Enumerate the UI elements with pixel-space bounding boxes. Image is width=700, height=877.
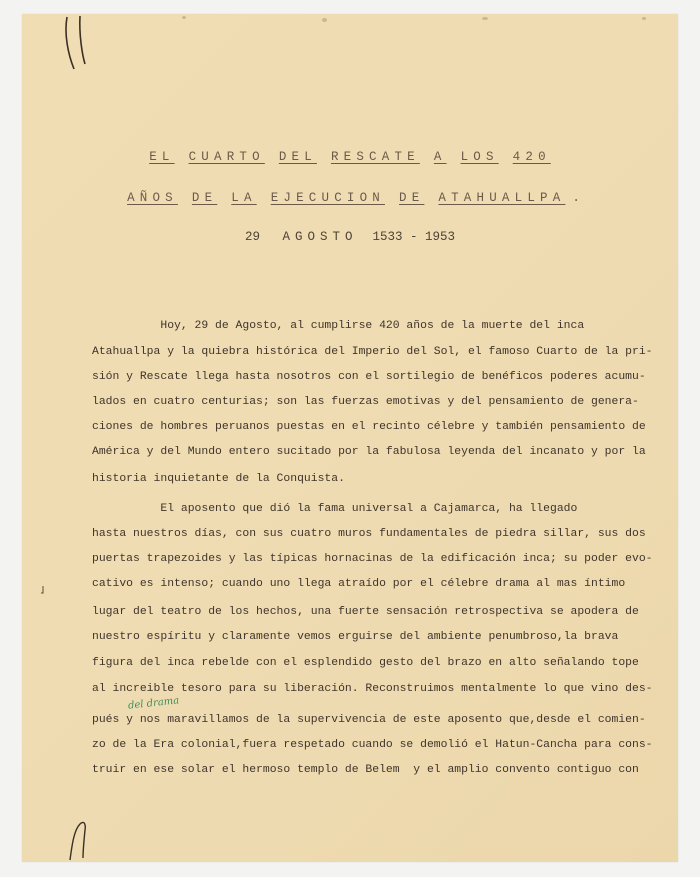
body-line: historia inquietante de la Conquista.	[92, 473, 345, 485]
body-line: América y del Mundo entero sucitado por la fabulosa leyenda del incanato y por la	[92, 446, 646, 458]
title-word: ATAHUALLPA	[438, 191, 566, 205]
body-line: al increible tesoro para su liberación. Reconstruimos mentalmente lo que vino des-	[92, 683, 653, 695]
body-line: figura del inca rebelde con el esplendido gesto del brazo en alto señalando tope	[92, 657, 639, 669]
title-word: AÑOS	[127, 191, 178, 205]
body-line: truir en ese solar el hermoso templo de Belem y el amplio convento contiguo con	[92, 764, 639, 776]
title-word: DEL	[278, 150, 317, 164]
body-line: nuestro espíritu y claramente vemos erguirse del ambiente penumbroso,la brava	[92, 631, 619, 643]
body-line: pués y nos maravillamos de la supervivencia de este aposento que,desde el comien-	[92, 714, 646, 726]
date-month: AGOSTO	[282, 230, 358, 244]
document-page	[22, 14, 678, 862]
body-line: sión y Rescate llega hasta nosotros con el sortilegio de benéficos poderes acumu-	[92, 371, 646, 383]
body-line: El aposento que dió la fama universal a Cajamarca, ha llegado	[92, 503, 578, 515]
paper-stain	[182, 16, 186, 19]
title-word: 420	[512, 150, 551, 164]
title-word: A	[433, 150, 447, 164]
title-line-2	[0, 191, 700, 205]
handwritten-annotation: del drama	[127, 695, 180, 712]
body-line: cativo es intenso; cuando uno llega atraído por el célebre drama al mas íntimo	[92, 578, 626, 590]
body-line: Hoy, 29 de Agosto, al cumplirse 420 años de la muerte del inca	[92, 320, 585, 332]
paper-stain	[322, 18, 327, 22]
date-line	[0, 230, 700, 244]
title-word: EJECUCION	[270, 191, 385, 205]
paper-stain	[482, 17, 488, 20]
handwritten-mark-bottom	[66, 810, 96, 862]
date-day: 29	[244, 230, 260, 244]
title-word: RESCATE	[330, 150, 420, 164]
body-line: lugar del teatro de los hechos, una fuerte sensación retrospectiva se apodera de	[92, 606, 639, 618]
body-line: Atahuallpa y la quiebra histórica del Imperio del Sol, el famoso Cuarto de la pri-	[92, 346, 653, 358]
title-word: CUARTO	[188, 150, 265, 164]
title-word: LA	[231, 191, 257, 205]
handwritten-parenthesis-mark-top	[60, 14, 90, 74]
paper-stain	[642, 17, 646, 20]
title-word: DE	[399, 191, 425, 205]
title-word: EL	[149, 150, 175, 164]
date-years: 1533 - 1953	[372, 230, 456, 244]
body-line: lados en cuatro centurias; son las fuerzas emotivas y del pensamiento de genera-	[92, 396, 639, 408]
title-line-1	[0, 150, 700, 164]
title-word: LOS	[460, 150, 499, 164]
margin-tick-mark	[38, 584, 48, 596]
body-line: hasta nuestros días, con sus cuatro muros fundamentales de piedra sillar, sus dos	[92, 528, 646, 540]
body-line: puertas trapezoides y las típicas hornacinas de la edificación inca; su poder evo-	[92, 553, 653, 565]
title-word: DE	[191, 191, 218, 205]
body-line: zo de la Era colonial,fuera respetado cuando se demolió el Hatun-Cancha para cons-	[92, 739, 653, 751]
body-line: ciones de hombres peruanos puestas en el recinto célebre y también pensamiento de	[92, 421, 646, 433]
title-period: .	[572, 191, 580, 205]
